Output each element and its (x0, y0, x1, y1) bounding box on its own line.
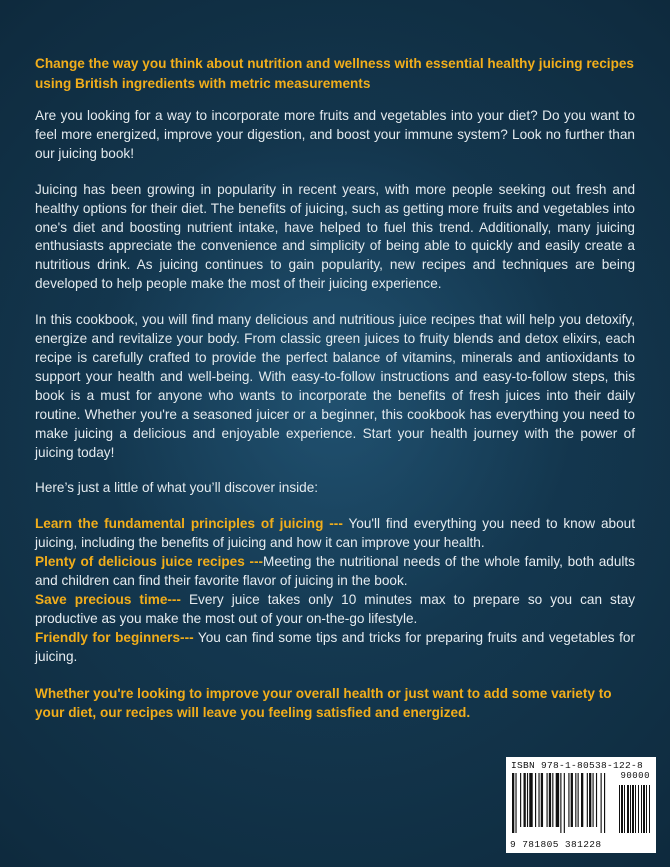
feature-text: You'll find everything you need to know about juicing, including the benefits of juicing and how it can improve your health. (35, 516, 635, 551)
barcode-bar (581, 773, 583, 827)
barcode-bar (552, 773, 553, 827)
barcode-bar (604, 773, 605, 833)
barcode-bar (524, 773, 526, 827)
discover-intro: Here’s just a little of what you’ll discover inside: (35, 480, 319, 496)
barcode-bar (541, 773, 543, 827)
barcode-bar (587, 773, 588, 827)
addon-bar (638, 785, 639, 833)
barcode-bar (568, 773, 569, 827)
popularity-paragraph: Juicing has been growing in popularity in recent years, with more people seeking out fresh and healthy options for their diet. The benefits of juicing, such as getting more fruits and vegetables into one's diet and boosting nutrient intake, have helped to fuel this trend. Additionally, many juicing enthusiasts appreciate the convenience and simplicity of being able to quickly and easily create a nutritious drink. As juicing continues to gain popularity, new recipes and techniques are being developed to help people make the most of their juicing experience. (35, 181, 635, 292)
addon-bar (630, 785, 631, 833)
addon-bar (635, 785, 636, 833)
addon-bar (619, 785, 620, 833)
feature-title: Learn the fundamental principles of juicing --- (35, 516, 343, 532)
barcode-bar (589, 773, 591, 827)
barcode-bar (527, 773, 528, 827)
barcode-bar (512, 773, 514, 833)
barcode-bar (601, 773, 602, 833)
barcode-bar (593, 773, 594, 827)
barcode-bar (538, 773, 539, 827)
feature-text: Every juice takes only 10 minutes max to prepare so you can stay productive as you make the most out of your on-the-go lifestyle. (35, 591, 635, 626)
barcode-bar (560, 773, 561, 833)
barcode-bar (575, 773, 576, 827)
headline: Change the way you think about nutrition and wellness with essential healthy juicing recipes using British ingredients with metric measurements (35, 56, 634, 91)
addon-bar (621, 785, 623, 833)
barcode-bar (571, 773, 573, 827)
feature-item (35, 591, 635, 629)
addon-bar (649, 785, 650, 833)
barcode-bar (520, 773, 521, 827)
closing-statement: Whether you're looking to improve your overall health or just want to add some variety to your diet, our recipes will leave you feeling satisfied and energized. (35, 685, 612, 721)
barcode-bar (549, 773, 551, 827)
feature-item (35, 553, 635, 591)
feature-text: Meeting the nutritional needs of the whole family, both adults and children can find their favorite flavor of juicing in the book. (35, 554, 635, 589)
addon-bar (624, 785, 625, 833)
barcode-bar (596, 773, 597, 827)
back-cover-text (35, 54, 635, 723)
feature-item (35, 629, 635, 667)
price-code: 90000 (620, 771, 650, 781)
ean-digits: 9 781805 381228 (510, 839, 602, 850)
cookbook-paragraph: In this cookbook, you will find many delicious and nutritious juice recipes that will help you detoxify, energize and revitalize your body. From classic green juices to fruity blends and detox elixirs, each recipe is carefully crafted to provide the perfect balance of vitamins, minerals and antioxidants to support your health and well-being. With easy-to-follow instructions and easy-to-follow steps, this book is a must for anyone who wants to incorporate the benefits of fresh juices into their daily routine. Whether you're a seasoned juicer or a beginner, this cookbook has everything you need to make juicing a delicious and enjoyable experience. Start your health journey with the power of juicing today! (35, 312, 635, 460)
isbn-text: ISBN 978-1-80538-122-8 (511, 760, 644, 771)
feature-title: Friendly for beginners--- (35, 629, 194, 645)
barcode-bar (564, 773, 565, 833)
barcode-bar (556, 773, 559, 827)
addon-bar (641, 785, 642, 833)
intro-paragraph: Are you looking for a way to incorporate more fruits and vegetables into your diet? Do you want to feel more energized, improve your digestion, and boost your immune system? Look no further than our juicing book! (35, 108, 635, 161)
barcode-bar (529, 773, 532, 827)
barcode-bar (515, 773, 516, 833)
barcode-bar (578, 773, 579, 827)
barcode-bar (547, 773, 548, 827)
feature-text: You can find some tips and tricks for preparing fruits and vegetables for juicing. (35, 629, 636, 664)
barcode-bars (511, 773, 651, 839)
addon-bar (632, 785, 634, 833)
feature-list (35, 515, 635, 666)
feature-item (35, 515, 635, 553)
feature-title: Save precious time--- (35, 591, 181, 607)
addon-bar (627, 785, 629, 833)
barcode-bar (535, 773, 536, 827)
isbn-barcode (506, 757, 656, 853)
addon-bar (643, 785, 645, 833)
feature-title: Plenty of delicious juice recipes --- (35, 554, 264, 570)
addon-bar (646, 785, 647, 833)
